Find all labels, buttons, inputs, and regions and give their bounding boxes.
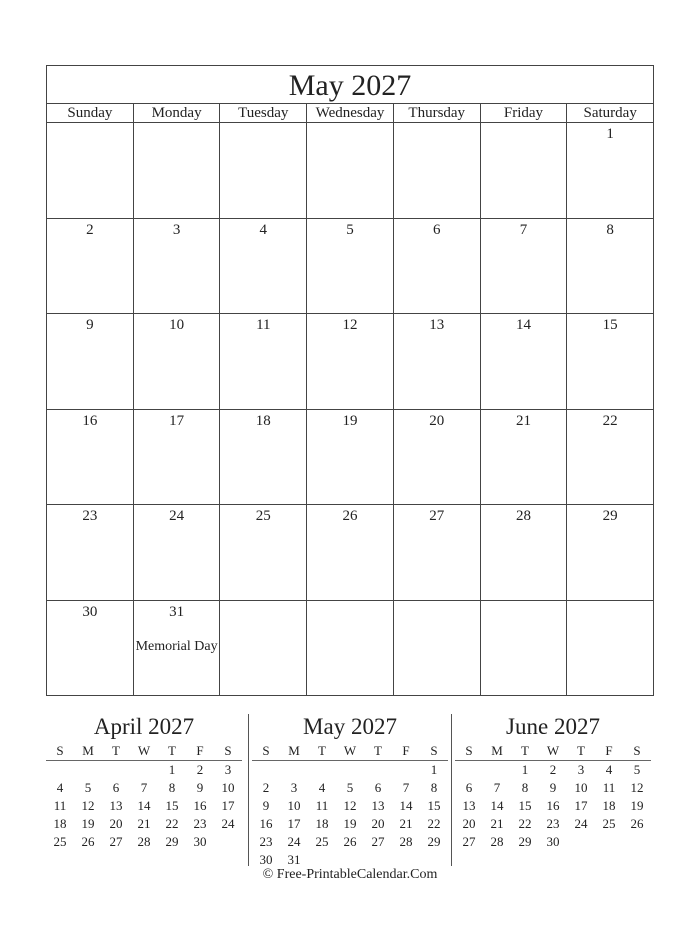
mini-day-number: 26 — [343, 834, 357, 849]
day-number: 31 — [169, 603, 185, 620]
day-cell — [393, 505, 480, 600]
mini-day-number — [336, 761, 364, 779]
day-number: 11 — [256, 317, 271, 333]
mini-day-number: 17 — [574, 798, 588, 813]
mini-weekday-label: S — [430, 743, 438, 758]
weekday-label: Tuesday — [219, 104, 306, 122]
mini-week-row — [46, 779, 242, 797]
mini-weekday-label: S — [633, 743, 641, 758]
weekday-label: Thursday — [393, 104, 480, 122]
mini-day-number: 22 — [427, 816, 441, 831]
mini-day-number: 6 — [465, 780, 473, 795]
week-row — [47, 123, 653, 218]
mini-day-number: 8 — [168, 780, 176, 795]
mini-day-number: 24 — [574, 816, 588, 831]
mini-day-number: 20 — [109, 816, 123, 831]
week-row — [47, 504, 653, 600]
mini-day-number: 14 — [137, 798, 151, 813]
mini-day-number: 13 — [462, 798, 476, 813]
mini-day-number: 17 — [287, 816, 301, 831]
mini-week-row — [46, 833, 242, 851]
day-cell — [566, 219, 653, 314]
mini-week-row — [46, 797, 242, 815]
mini-day-number: 15 — [427, 798, 441, 813]
mini-day-number: 22 — [165, 816, 179, 831]
day-cell — [47, 314, 133, 409]
mini-day-number — [74, 761, 102, 779]
mini-day-number: 28 — [137, 834, 151, 849]
mini-weekday-header — [252, 742, 448, 761]
day-number: 14 — [515, 317, 531, 333]
day-cell — [133, 505, 220, 600]
mini-day-number: 7 — [493, 780, 501, 795]
mini-weekday-label: M — [491, 743, 503, 758]
mini-calendar-title: June 2027 — [506, 714, 600, 739]
day-cell — [47, 601, 133, 696]
mini-day-number — [623, 833, 651, 851]
mini-day-number: 14 — [399, 798, 413, 813]
mini-day-number: 18 — [602, 798, 616, 813]
mini-day-number: 24 — [287, 834, 301, 849]
mini-day-number: 19 — [343, 816, 357, 831]
day-cell — [393, 219, 480, 314]
day-cell — [133, 601, 220, 696]
day-cell — [306, 219, 393, 314]
mini-weekday-label: T — [521, 743, 529, 758]
mini-day-number — [364, 761, 392, 779]
mini-day-number: 9 — [196, 780, 204, 795]
mini-day-number — [46, 761, 74, 779]
mini-day-number: 1 — [430, 762, 438, 777]
mini-calendar — [455, 712, 651, 851]
mini-day-number: 13 — [371, 798, 385, 813]
mini-day-number: 30 — [259, 852, 273, 867]
day-cell — [480, 219, 567, 314]
day-number: 22 — [602, 412, 618, 429]
mini-day-number: 27 — [371, 834, 385, 849]
mini-weekday-header — [46, 742, 242, 761]
mini-day-number — [214, 833, 242, 851]
day-number: 9 — [86, 317, 94, 333]
mini-day-number: 16 — [259, 816, 273, 831]
mini-weekday-label: F — [402, 743, 410, 758]
mini-day-number: 15 — [165, 798, 179, 813]
mini-day-number: 8 — [521, 780, 529, 795]
day-number: 1 — [606, 126, 614, 142]
day-number: 30 — [82, 603, 98, 620]
day-cell — [47, 410, 133, 505]
day-cell — [219, 314, 306, 409]
mini-day-number: 28 — [399, 834, 413, 849]
weekday-label: Wednesday — [306, 104, 393, 122]
mini-day-number: 23 — [193, 816, 207, 831]
day-number: 20 — [429, 412, 445, 429]
mini-calendars — [46, 712, 654, 867]
mini-day-number: 9 — [262, 798, 270, 813]
day-number: 29 — [602, 508, 618, 524]
day-number: 7 — [519, 221, 528, 238]
mini-calendar-title: April 2027 — [93, 714, 195, 739]
mini-day-number: 2 — [196, 762, 204, 777]
mini-weekday-label: S — [465, 743, 473, 758]
mini-day-number: 3 — [224, 762, 232, 777]
day-number: 17 — [169, 412, 185, 429]
mini-day-number: 19 — [630, 798, 644, 813]
day-cell — [219, 123, 306, 218]
mini-day-number: 4 — [56, 780, 64, 795]
mini-day-number — [130, 761, 158, 779]
day-cell — [566, 314, 653, 409]
week-row — [47, 600, 653, 696]
mini-weekday-label: W — [546, 743, 560, 758]
mini-week-row — [455, 761, 651, 779]
day-number: 12 — [342, 317, 358, 333]
mini-day-number: 21 — [490, 816, 504, 831]
mini-weekday-label: T — [112, 743, 120, 758]
day-number: 25 — [255, 508, 271, 524]
mini-week-row — [455, 797, 651, 815]
mini-day-number: 5 — [84, 780, 92, 795]
mini-day-number: 6 — [374, 780, 382, 795]
day-number: 6 — [432, 221, 441, 238]
day-number: 24 — [169, 508, 185, 524]
day-number: 18 — [255, 412, 271, 429]
weekday-label: Saturday — [566, 104, 653, 122]
mini-day-number: 17 — [221, 798, 235, 813]
mini-day-number: 21 — [137, 816, 151, 831]
mini-calendar — [252, 712, 448, 869]
mini-day-number: 20 — [462, 816, 476, 831]
mini-weekday-label: T — [168, 743, 176, 758]
mini-day-number: 12 — [343, 798, 357, 813]
day-number: 19 — [342, 412, 358, 429]
day-cell — [47, 505, 133, 600]
mini-day-number: 15 — [518, 798, 532, 813]
day-cell — [133, 123, 220, 218]
mini-day-number: 18 — [315, 816, 329, 831]
mini-weekday-label: S — [262, 743, 270, 758]
mini-day-number — [280, 761, 308, 779]
day-cell — [306, 601, 393, 696]
weekday-header — [47, 104, 653, 123]
mini-day-number: 28 — [490, 834, 504, 849]
mini-day-number: 23 — [546, 816, 560, 831]
mini-day-number: 29 — [427, 834, 441, 849]
day-cell — [219, 219, 306, 314]
day-cell — [480, 505, 567, 600]
mini-day-number: 14 — [490, 798, 504, 813]
mini-day-number: 10 — [287, 798, 301, 813]
mini-day-number: 13 — [109, 798, 123, 813]
day-cell — [306, 314, 393, 409]
mini-day-number: 30 — [193, 834, 207, 849]
day-number: 3 — [172, 221, 181, 238]
mini-weekday-label: F — [605, 743, 613, 758]
mini-day-number — [392, 761, 420, 779]
mini-day-number: 10 — [221, 780, 235, 795]
mini-week-row — [252, 833, 448, 851]
day-cell — [566, 410, 653, 505]
day-cell — [306, 505, 393, 600]
mini-day-number: 29 — [518, 834, 532, 849]
day-cell — [393, 123, 480, 218]
mini-weekday-label: F — [196, 743, 204, 758]
day-cell — [133, 410, 220, 505]
mini-calendar — [46, 712, 242, 851]
month-calendar — [46, 65, 654, 696]
mini-day-number — [252, 761, 280, 779]
day-cell — [393, 601, 480, 696]
week-row — [47, 313, 653, 409]
mini-day-number — [102, 761, 130, 779]
mini-day-number: 30 — [546, 834, 560, 849]
day-cell — [393, 314, 480, 409]
mini-weekday-label: T — [577, 743, 585, 758]
day-number: 10 — [169, 317, 185, 333]
mini-day-number: 20 — [371, 816, 385, 831]
mini-day-number: 19 — [81, 816, 95, 831]
day-number: 23 — [82, 508, 98, 524]
mini-week-row — [252, 779, 448, 797]
day-cell — [133, 314, 220, 409]
mini-day-number: 23 — [259, 834, 273, 849]
mini-day-number — [308, 761, 336, 779]
mini-day-number: 27 — [462, 834, 476, 849]
day-number: 16 — [82, 412, 98, 429]
weekday-label: Sunday — [67, 105, 113, 121]
day-number: 28 — [515, 508, 531, 524]
mini-weekday-label: M — [82, 743, 94, 758]
mini-day-number — [567, 833, 595, 851]
calendar-title: May 2027 — [47, 66, 653, 104]
mini-day-number: 25 — [602, 816, 616, 831]
mini-separator — [451, 714, 452, 866]
day-cell — [566, 601, 653, 696]
mini-day-number — [483, 761, 511, 779]
holiday-label: Memorial Day — [135, 638, 218, 654]
mini-day-number: 3 — [290, 780, 298, 795]
day-cell — [480, 314, 567, 409]
mini-weekday-label: T — [318, 743, 326, 758]
mini-day-number: 7 — [402, 780, 410, 795]
mini-day-number: 26 — [81, 834, 95, 849]
day-cell — [480, 123, 567, 218]
mini-day-number: 24 — [221, 816, 235, 831]
mini-weekday-label: M — [288, 743, 300, 758]
mini-day-number: 16 — [546, 798, 560, 813]
mini-day-number: 29 — [165, 834, 179, 849]
mini-weekday-label: T — [374, 743, 382, 758]
mini-week-row — [455, 833, 651, 851]
week-row — [47, 218, 653, 314]
mini-week-row — [252, 797, 448, 815]
mini-day-number: 25 — [53, 834, 67, 849]
mini-day-number: 5 — [346, 780, 354, 795]
weekday-label: Monday — [133, 104, 220, 122]
day-number: 13 — [429, 317, 445, 333]
mini-day-number: 25 — [315, 834, 329, 849]
mini-day-number: 4 — [605, 762, 613, 777]
day-number: 5 — [346, 221, 354, 238]
mini-week-row — [252, 761, 448, 779]
mini-week-row — [455, 779, 651, 797]
mini-week-row — [46, 761, 242, 779]
day-cell — [47, 123, 133, 218]
mini-day-number: 12 — [630, 780, 644, 795]
mini-day-number: 3 — [577, 762, 585, 777]
mini-day-number: 21 — [399, 816, 413, 831]
mini-weekday-header — [455, 742, 651, 761]
mini-day-number: 11 — [53, 798, 67, 813]
mini-day-number: 10 — [574, 780, 588, 795]
mini-day-number: 1 — [168, 762, 176, 777]
mini-weekday-label: W — [137, 743, 151, 758]
mini-weekday-label: W — [343, 743, 357, 758]
day-number: 8 — [606, 221, 614, 238]
week-row — [47, 409, 653, 505]
calendar-grid — [47, 123, 653, 695]
day-cell — [219, 601, 306, 696]
day-cell — [306, 123, 393, 218]
day-cell — [47, 219, 133, 314]
day-cell — [219, 505, 306, 600]
day-cell — [566, 123, 653, 218]
mini-day-number: 27 — [109, 834, 123, 849]
mini-day-number: 16 — [193, 798, 207, 813]
mini-week-row — [252, 815, 448, 833]
day-number: 27 — [429, 508, 445, 524]
mini-day-number — [595, 833, 623, 851]
day-cell — [566, 505, 653, 600]
day-cell — [393, 410, 480, 505]
mini-week-row — [46, 815, 242, 833]
mini-day-number: 9 — [549, 780, 557, 795]
mini-day-number: 11 — [315, 798, 329, 813]
day-number: 15 — [602, 317, 618, 333]
mini-day-number: 4 — [318, 780, 326, 795]
mini-weekday-label: S — [56, 743, 64, 758]
mini-day-number: 2 — [262, 780, 270, 795]
day-number: 2 — [86, 221, 94, 238]
mini-day-number: 6 — [112, 780, 120, 795]
mini-calendar-title: May 2027 — [303, 714, 397, 739]
day-number: 4 — [259, 221, 268, 238]
mini-week-row — [455, 815, 651, 833]
day-cell — [480, 601, 567, 696]
day-number: 26 — [342, 508, 358, 524]
mini-day-number: 5 — [633, 762, 641, 777]
mini-separator — [248, 714, 249, 866]
mini-day-number: 8 — [430, 780, 438, 795]
mini-day-number: 18 — [53, 816, 67, 831]
mini-day-number: 2 — [549, 762, 557, 777]
day-cell — [306, 410, 393, 505]
mini-day-number: 31 — [287, 852, 301, 867]
day-cell — [219, 410, 306, 505]
mini-day-number: 7 — [140, 780, 148, 795]
mini-day-number: 1 — [521, 762, 529, 777]
mini-day-number: 22 — [518, 816, 532, 831]
day-cell — [133, 219, 220, 314]
weekday-label: Friday — [480, 104, 567, 122]
mini-day-number: 12 — [81, 798, 95, 813]
mini-weekday-label: S — [224, 743, 232, 758]
mini-day-number: 11 — [602, 780, 616, 795]
mini-day-number — [455, 761, 483, 779]
mini-day-number: 26 — [630, 816, 644, 831]
day-number: 21 — [515, 412, 531, 429]
copyright-footer: © Free-PrintableCalendar.Com — [262, 867, 438, 882]
day-cell — [480, 410, 567, 505]
